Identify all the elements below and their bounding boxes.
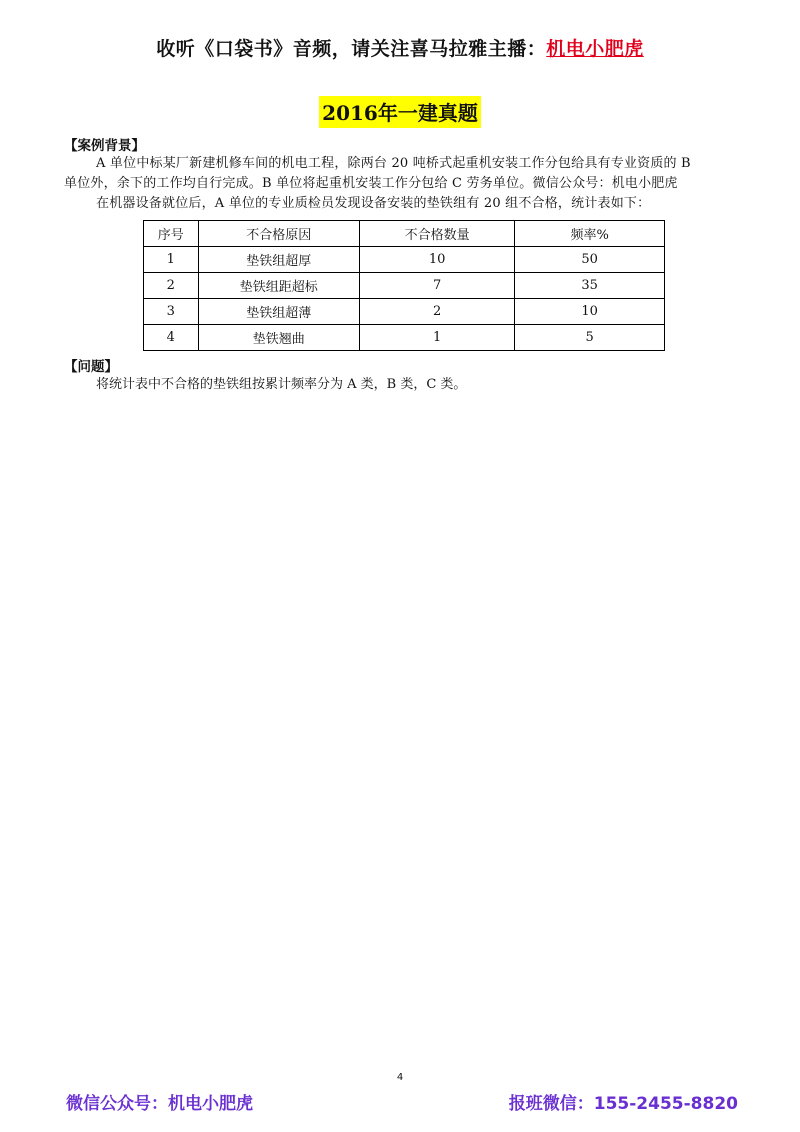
table-cell: 垫铁组距超标 [198, 273, 359, 299]
table-row [144, 299, 665, 325]
background-line-2: 单位外，余下的工作均自行完成。B 单位将起重机安装工作分包给 C 劳务单位。微信公众号：机电小肥虎 [64, 176, 678, 191]
table-cell: 50 [515, 247, 665, 273]
page-number: 4 [396, 1072, 404, 1083]
table-cell: 10 [359, 247, 514, 273]
table-cell: 7 [359, 273, 514, 299]
defect-stats-table [143, 220, 665, 351]
table-header-cell: 序号 [144, 221, 199, 247]
background-line-3: 在机器设备就位后，A 单位的专业质检员发现设备安装的垫铁组有 20 组不合格，统计表如下： [96, 196, 651, 211]
table-cell: 4 [144, 325, 199, 351]
header-banner [0, 34, 800, 61]
table-cell: 1 [144, 247, 199, 273]
table-header-cell: 不合格数量 [359, 221, 514, 247]
table-row [144, 247, 665, 273]
table-header-cell: 频率% [515, 221, 665, 247]
table-row [144, 273, 665, 299]
table-cell: 35 [515, 273, 665, 299]
background-line-1: A 单位中标某厂新建机修车间的机电工程，除两台 20 吨桥式起重机安装工作分包给具有专业资质的 B [96, 156, 691, 171]
table-cell: 2 [359, 299, 514, 325]
section-label-question: 【问题】 [64, 359, 118, 375]
table-cell: 5 [515, 325, 665, 351]
header-prefix: 收听《口袋书》音频，请关注喜马拉雅主播： [156, 38, 547, 60]
table-cell: 1 [359, 325, 514, 351]
footer-contact: 报班微信：155-2455-8820 [508, 1094, 738, 1114]
table-cell: 10 [515, 299, 665, 325]
table-row [144, 325, 665, 351]
title-wrap [0, 96, 800, 128]
table-cell: 2 [144, 273, 199, 299]
table-cell: 垫铁组超厚 [198, 247, 359, 273]
footer-wechat-account: 微信公众号：机电小肥虎 [66, 1094, 253, 1114]
table-header-row [144, 221, 665, 247]
question-text: 将统计表中不合格的垫铁组按累计频率分为 A 类，B 类，C 类。 [96, 377, 467, 392]
page-title: 2016年一建真题 [319, 96, 481, 128]
table-cell: 垫铁翘曲 [198, 325, 359, 351]
table-cell: 垫铁组超薄 [198, 299, 359, 325]
section-label-background: 【案例背景】 [64, 138, 145, 154]
table-cell: 3 [144, 299, 199, 325]
background-paragraph [64, 154, 736, 214]
header-host-link[interactable]: 机电小肥虎 [546, 38, 644, 60]
table-header-cell: 不合格原因 [198, 221, 359, 247]
